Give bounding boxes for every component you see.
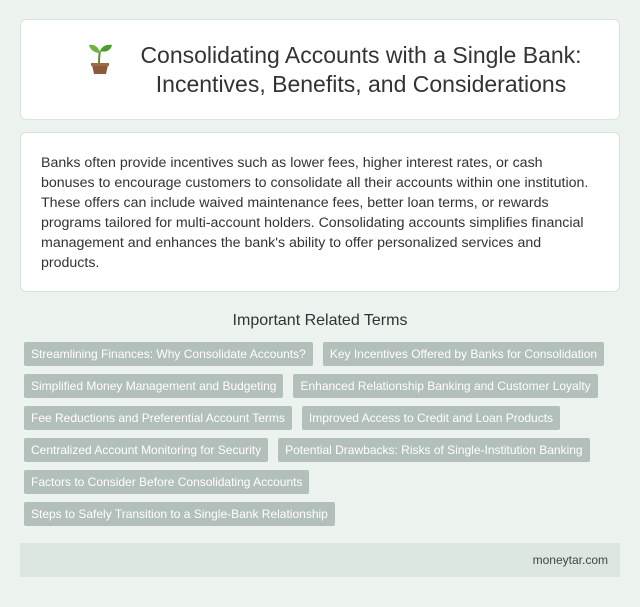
term-tag[interactable]: Steps to Safely Transition to a Single-Bank Relationship: [24, 502, 335, 526]
term-tag[interactable]: Fee Reductions and Preferential Account Terms: [24, 406, 292, 430]
tag-row: [24, 374, 624, 406]
related-terms-heading: Important Related Terms: [232, 312, 408, 329]
related-terms-list: [24, 342, 624, 534]
footer: [20, 543, 620, 577]
term-tag[interactable]: Centralized Account Monitoring for Security: [24, 438, 268, 462]
summary-card: [20, 132, 620, 292]
summary-text: Banks often provide incentives such as lower fees, higher interest rates, or cash bonuses to encourage customers to consolidate all their accounts within one institution. These offers can include waived maintenance fees, better loan terms, or rewards programs tailored for multi-account holders. Consolidating accounts simplifies financial management and enhances the bank's ability to offer personalized services and products.: [41, 155, 589, 271]
term-tag[interactable]: Potential Drawbacks: Risks of Single-Institution Banking: [278, 438, 589, 462]
term-tag[interactable]: Streamlining Finances: Why Consolidate Accounts?: [24, 342, 313, 366]
seedling-icon: [84, 41, 116, 75]
term-tag[interactable]: Simplified Money Management and Budgeting: [24, 374, 283, 398]
term-tag[interactable]: Enhanced Relationship Banking and Customer Loyalty: [293, 374, 597, 398]
tag-row: [24, 342, 624, 374]
term-tag[interactable]: Key Incentives Offered by Banks for Consolidation: [323, 342, 604, 366]
tag-row: [24, 406, 624, 438]
tag-row: [24, 502, 624, 534]
footer-site-link[interactable]: moneytar.com: [532, 553, 608, 567]
page-title: Consolidating Accounts with a Single Bank: Incentives, Benefits, and Considerations: [140, 41, 582, 97]
term-tag[interactable]: Factors to Consider Before Consolidating Accounts: [24, 470, 309, 494]
term-tag[interactable]: Improved Access to Credit and Loan Products: [302, 406, 560, 430]
tag-row: [24, 438, 624, 470]
tag-row: [24, 470, 624, 502]
title-wrap: [40, 41, 600, 99]
title-card: [20, 19, 620, 120]
